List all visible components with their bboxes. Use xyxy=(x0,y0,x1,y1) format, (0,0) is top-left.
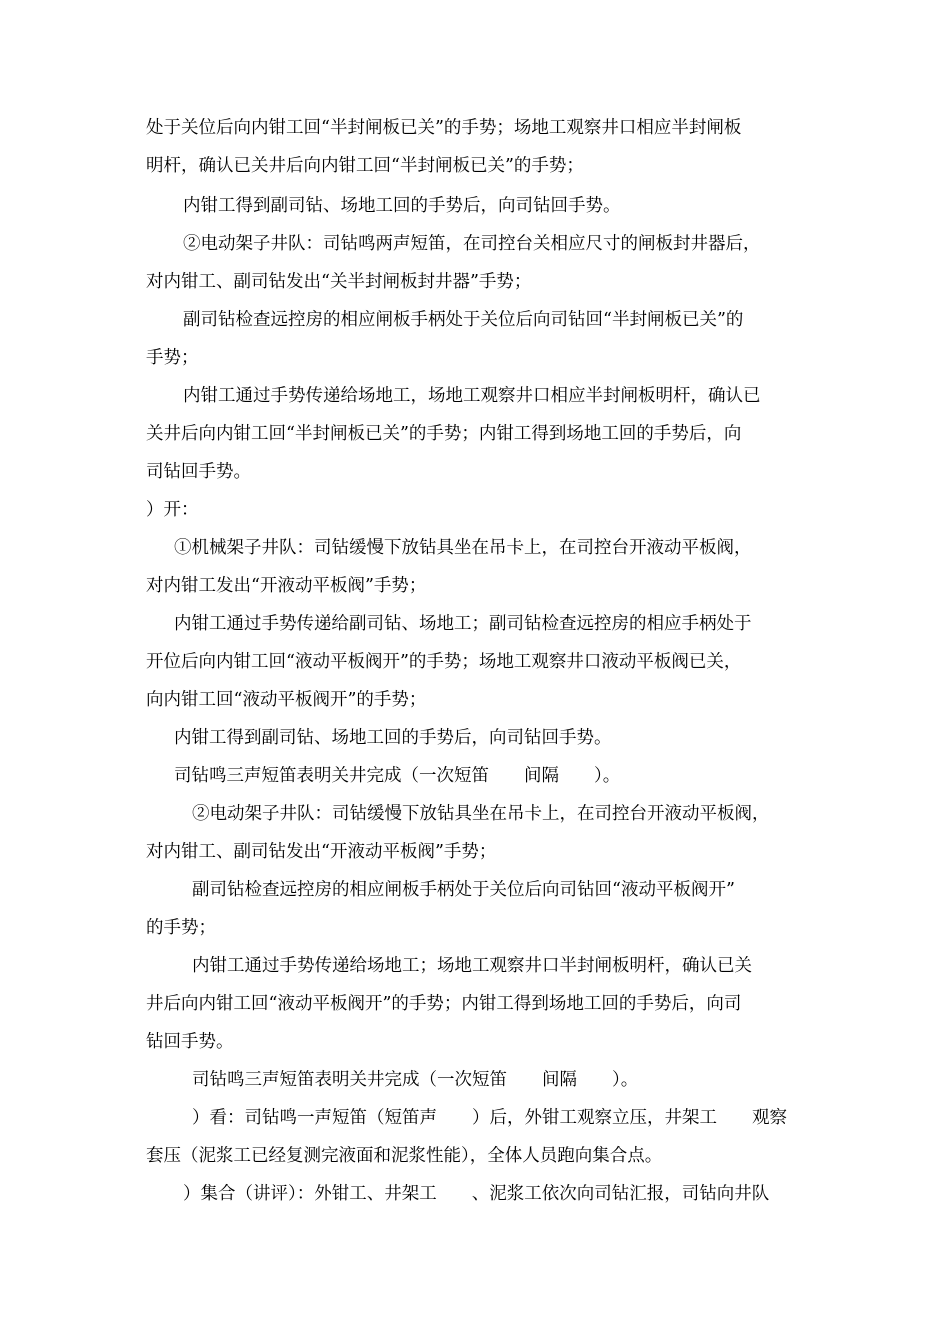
text-line: 内钳工通过手势传递给场地工；场地工观察井口半封闸板明杆，确认已关 xyxy=(192,956,752,976)
text-line: 处于关位后向内钳工回“半封闸板已关”的手势；场地工观察井口相应半封闸板 xyxy=(146,118,742,138)
text-line: 开位后向内钳工回“液动平板阀开”的手势；场地工观察井口液动平板阀已关， xyxy=(146,652,742,672)
text-line: ）看：司钻鸣一声短笛（短笛声 ）后，外钳工观察立压，井架工 观察 xyxy=(192,1108,787,1128)
text-line: 套压（泥浆工已经复测完液面和泥浆性能），全体人员跑向集合点。 xyxy=(146,1146,663,1166)
text-line: 司钻回手势。 xyxy=(146,462,251,482)
text-line: 钻回手势。 xyxy=(146,1032,234,1052)
text-line: 向内钳工回“液动平板阀开”的手势； xyxy=(146,690,427,710)
text-line: 对内钳工、副司钻发出“关半封闸板封井器”手势； xyxy=(146,272,532,292)
text-line: 关井后向内钳工回“半封闸板已关”的手势；内钳工得到场地工回的手势后，向 xyxy=(146,424,742,444)
text-line: 内钳工通过手势传递给副司钻、场地工；副司钻检查远控房的相应手柄处于 xyxy=(174,614,752,634)
text-line: ①机械架子井队：司钻缓慢下放钻具坐在吊卡上，在司控台开液动平板阀， xyxy=(174,538,752,558)
text-line: 对内钳工、副司钻发出“开液动平板阀”手势； xyxy=(146,842,497,862)
text-line: 内钳工得到副司钻、场地工回的手势后，向司钻回手势。 xyxy=(174,728,612,748)
text-line: 司钻鸣三声短笛表明关井完成（一次短笛 间隔 ）。 xyxy=(174,766,621,786)
text-line: ）集合（讲评）：外钳工、井架工 、泥浆工依次向司钻汇报，司钻向井队 xyxy=(183,1184,770,1204)
text-line: 的手势； xyxy=(146,918,216,938)
text-line: ②电动架子井队：司钻缓慢下放钻具坐在吊卡上，在司控台开液动平板阀， xyxy=(192,804,770,824)
text-line: ②电动架子井队：司钻鸣两声短笛，在司控台关相应尺寸的闸板封井器后， xyxy=(183,234,761,254)
text-line: 司钻鸣三声短笛表明关井完成（一次短笛 间隔 ）。 xyxy=(192,1070,639,1090)
text-line: 手势； xyxy=(146,348,199,368)
text-line: ）开： xyxy=(146,500,199,520)
text-line: 内钳工得到副司钻、场地工回的手势后，向司钻回手势。 xyxy=(183,196,621,216)
text-line: 对内钳工发出“开液动平板阀”手势； xyxy=(146,576,427,596)
text-line: 明杆，确认已关井后向内钳工回“半封闸板已关”的手势； xyxy=(146,156,584,176)
text-line: 副司钻检查远控房的相应闸板手柄处于关位后向司钻回“半封闸板已关”的 xyxy=(183,310,744,330)
text-line: 副司钻检查远控房的相应闸板手柄处于关位后向司钻回“液动平板阀开” xyxy=(192,880,735,900)
text-line: 井后向内钳工回“液动平板阀开”的手势；内钳工得到场地工回的手势后，向司 xyxy=(146,994,742,1014)
text-line: 内钳工通过手势传递给场地工，场地工观察井口相应半封闸板明杆，确认已 xyxy=(183,386,761,406)
